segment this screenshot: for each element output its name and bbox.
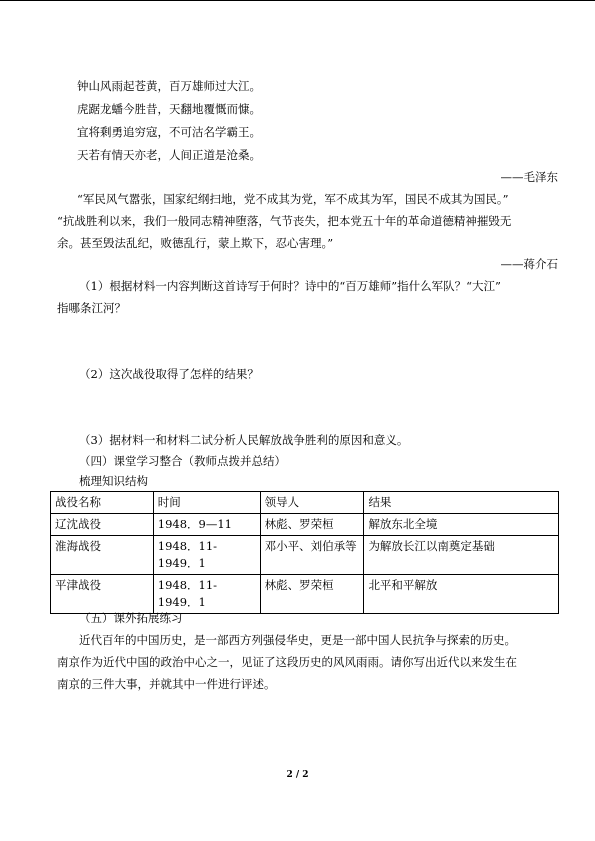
quote2-line-1: “军民风气嚣张，国家纪纲扫地，党不成其为党，军不成其为军，国民不成其为国民。” — [77, 192, 509, 206]
table-row — [51, 575, 559, 614]
table-cell: 解放东北全境 — [364, 514, 559, 536]
section-4-subtitle: 梳理知识结构 — [79, 474, 148, 488]
poem-line-3: 宜将剩勇追穷寇，不可沽名学霸王。 — [77, 125, 261, 139]
table-cell: 1948．9—11 — [153, 514, 260, 536]
table-cell: 北平和平解放 — [364, 575, 559, 614]
section-5-title: （五）课外拓展练习 — [79, 611, 183, 625]
poem-line-1: 钟山风雨起苍黄，百万雄师过大江。 — [77, 79, 261, 93]
table-cell: 邓小平、刘伯承等 — [260, 536, 364, 575]
quote2-line-3: 余。甚至毁法乱纪，败德乱行，蒙上欺下，忍心害理。” — [57, 236, 334, 250]
table-cell: 为解放长江以南奠定基础 — [364, 536, 559, 575]
question-2: （2）这次战役取得了怎样的结果？ — [79, 367, 259, 381]
poem-author: ——毛泽东 — [500, 170, 558, 184]
table-header-row — [51, 492, 559, 514]
knowledge-table — [50, 491, 559, 614]
table-row — [51, 514, 559, 536]
table-header-cell: 时间 — [153, 492, 260, 514]
table-cell: 林彪、罗荣桓 — [260, 514, 364, 536]
poem-line-4: 天若有情天亦老，人间正道是沧桑。 — [77, 148, 261, 162]
table-cell: 林彪、罗荣桓 — [260, 575, 364, 614]
page-number: 2 / 2 — [286, 770, 309, 780]
section-5-para-line-3: 南京的三件大事，并就其中一件进行评述。 — [57, 677, 276, 691]
table-header-cell: 领导人 — [260, 492, 364, 514]
question-3: （3）据材料一和材料二试分析人民解放战争胜利的原因和意义。 — [79, 433, 409, 447]
quote2-line-2: “抗战胜利以来，我们一般同志精神堕落，气节丧失，把本党五十年的革命道德精神摧毁无 — [57, 214, 512, 228]
table-header-cell: 结果 — [364, 492, 559, 514]
table-header-cell: 战役名称 — [51, 492, 154, 514]
table-cell: 淮海战役 — [51, 536, 154, 575]
question-1-line-2: 指哪条江河？ — [57, 301, 126, 315]
table-cell: 1948．11-1949．1 — [153, 536, 260, 575]
section-5-para-line-2: 南京作为近代中国的政治中心之一，见证了这段历史的风风雨雨。请你写出近代以来发生在 — [57, 655, 517, 669]
question-1-line-1: （1）根据材料一内容判断这首诗写于何时？诗中的“百万雄师”指什么军队？“大江” — [79, 279, 501, 293]
top-rule — [0, 0, 595, 1]
table-cell: 平津战役 — [51, 575, 154, 614]
poem-line-2: 虎踞龙蟠今胜昔，天翻地覆慨而慷。 — [77, 102, 261, 116]
table-cell: 1948．11-1949．1 — [153, 575, 260, 614]
table-row — [51, 536, 559, 575]
quote2-author: ——蒋介石 — [500, 257, 558, 271]
section-5-para-line-1: 近代百年的中国历史，是一部西方列强侵华史，更是一部中国人民抗争与探索的历史。 — [79, 633, 516, 647]
table-cell: 辽沈战役 — [51, 514, 154, 536]
section-4-title: （四）课堂学习整合（教师点拨并总结） — [79, 454, 286, 468]
